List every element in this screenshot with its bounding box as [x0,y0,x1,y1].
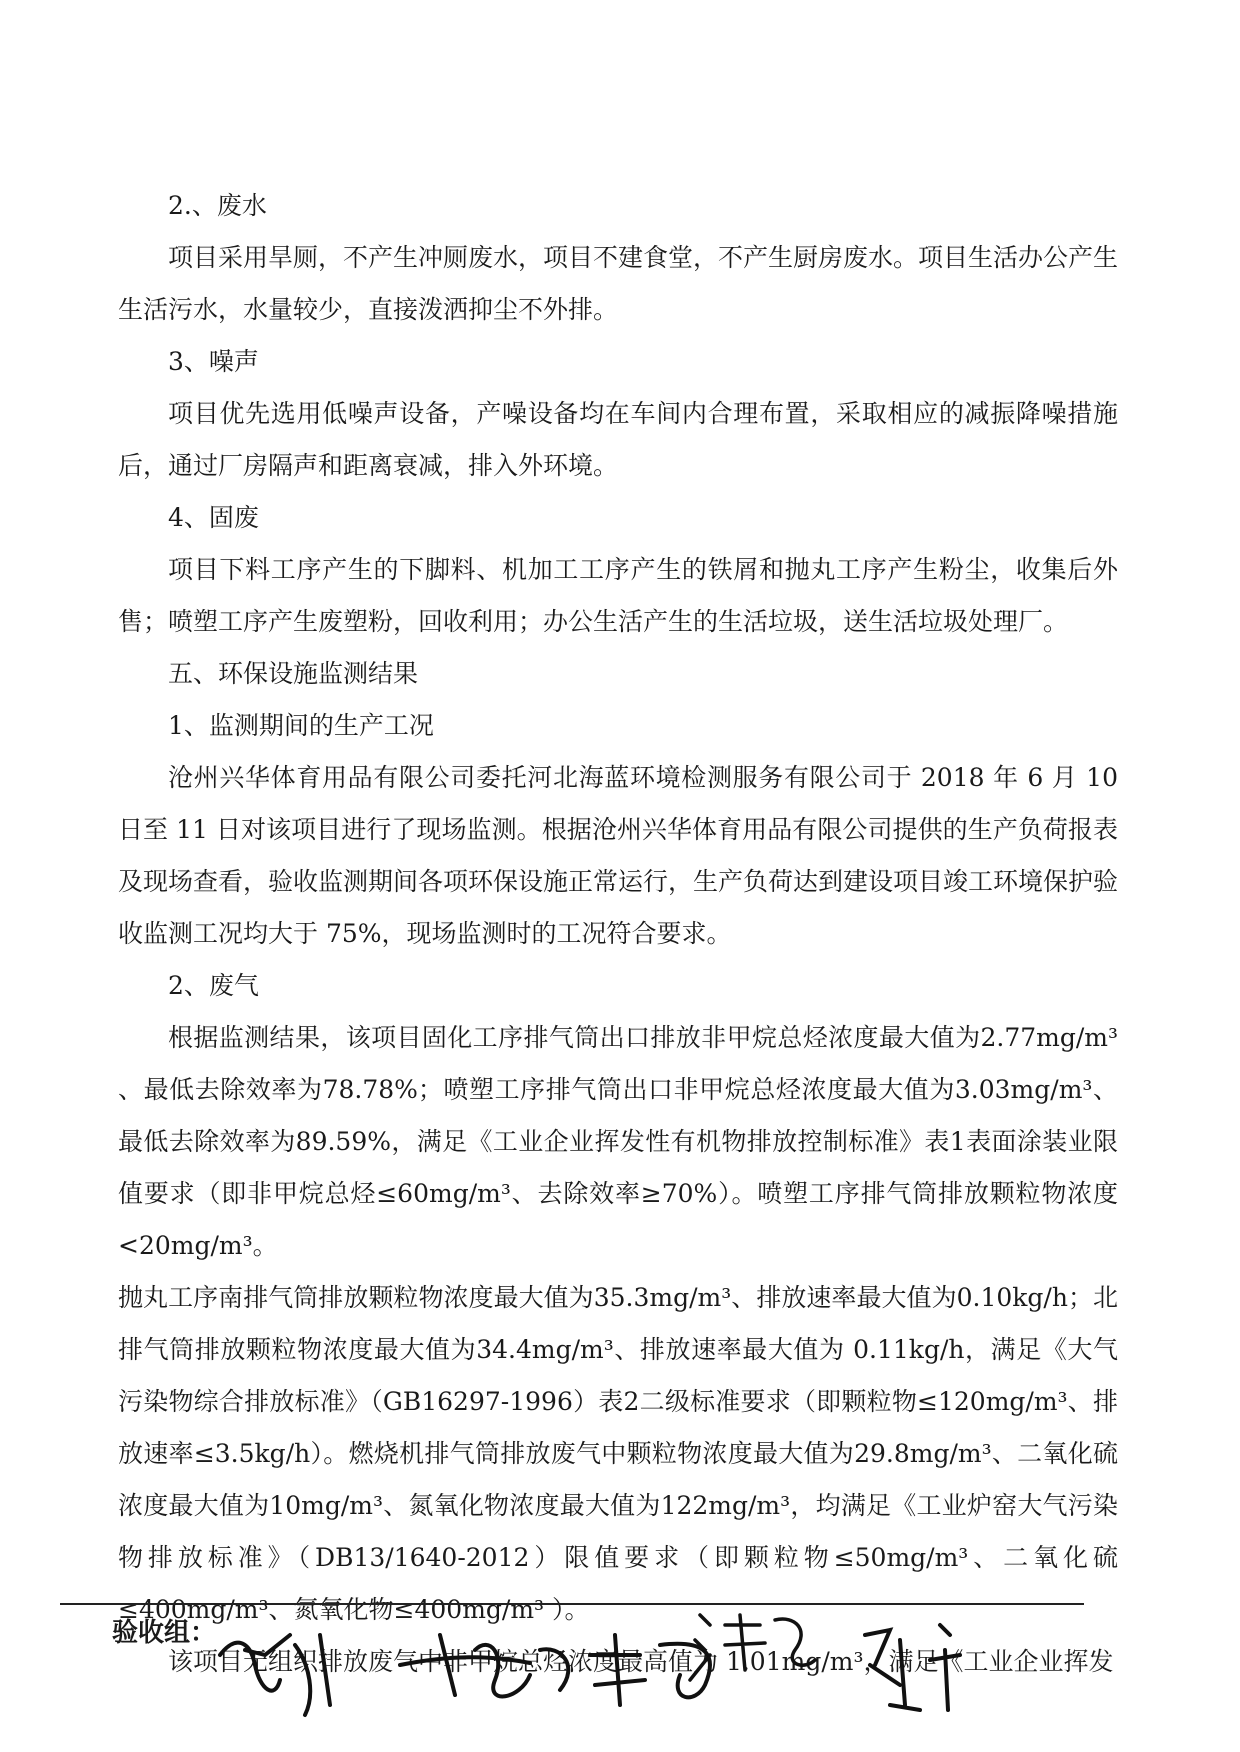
paragraph-solid-waste: 项目下料工序产生的下脚料、机加工工序产生的铁屑和抛丸工序产生粉尘，收集后外售；喷塑工序产生废塑粉，回收利用；办公生活产生的生活垃圾，送生活垃圾处理厂。 [118,555,1118,636]
signature-4 [865,1625,960,1710]
document-body [118,180,1118,1688]
paragraph-wastewater: 项目采用旱厕，不产生冲厕废水，项目不建食堂，不产生厨房废水。项目生活办公产生生活污水，水量较少，直接泼洒抑尘不外排。 [118,243,1119,324]
section-heading-noise: 3、噪声 [168,347,259,376]
paragraph-waste-gas-2: 抛丸工序南排气筒排放颗粒物浓度最大值为35.3mg/m³、排放速率最大值为0.10kg/h；北排气筒排放颗粒物浓度最大值为34.4mg/m³、排放速率最大值为 0.11kg/h，满足《大气污染物综合排放标准》（GB16297-1996）表2二级标准要求（即颗粒物≤120mg/m³、排放速率≤3.5kg/h）。燃烧机排气筒排放废气中颗粒物浓度最大值为29.8mg/m³、二氧化硫浓度最大值为10mg/m³、氮氧化物浓度最大值为122mg/m³，均满足《工业炉窑大气污染物排放标准》（DB13/1640-2012）限值要求（即颗粒物≤50mg/m³、二氧化硫≤400mg/m³、氮氧化物≤400mg/m³ ）。 [118,1283,1118,1624]
section-heading-waste-gas: 2、废气 [168,971,259,1000]
paragraph-production-conditions: 沧州兴华体育用品有限公司委托河北海蓝环境检测服务有限公司于 2018 年 6 月 10 日至 11 日对该项目进行了现场监测。根据沧州兴华体育用品有限公司提供的生产负荷报表及现场查看，验收监测期间各项环保设施正常运行，生产负荷达到建设项目竣工环境保护验收监测工况均大于 75%，现场监测时的工况符合要求。 [118,763,1119,948]
paragraph-noise: 项目优先选用低噪声设备，产噪设备均在车间内合理布置，采取相应的减振降噪措施后，通过厂房隔声和距离衰减，排入外环境。 [118,399,1118,480]
signature-2 [400,1635,710,1705]
paragraph-waste-gas-1: 根据监测结果，该项目固化工序排气筒出口排放非甲烷总烃浓度最大值为2.77mg/m³ 、最低去除效率为78.78%；喷塑工序排气筒出口非甲烷总烃浓度最大值为3.03mg/m³、最低去除效率为89.59%，满足《工业企业挥发性有机物排放控制标准》表1表面涂装业限值要求（即非甲烷总烃≤60mg/m³、去除效率≥70%）。喷塑工序排气筒排放颗粒物浓度<20mg/m³。 [118,1023,1118,1260]
acceptance-group-label: 验收组： [112,1618,217,1648]
section-heading-solid-waste: 4、固废 [168,503,259,532]
section-heading-monitoring-results: 五、环保设施监测结果 [168,659,419,688]
signatures-area [200,1595,1100,1725]
paragraph-waste-gas-3: 该项目无组织排放废气中非甲烷总烃浓度最高值为 1.01mg/m³，满足《工业企业挥发 [168,1647,1114,1676]
section-heading-production-conditions: 1、监测期间的生产工况 [168,711,434,740]
signature-1 [220,1635,330,1715]
section-heading-wastewater: 2.、废水 [168,191,267,220]
